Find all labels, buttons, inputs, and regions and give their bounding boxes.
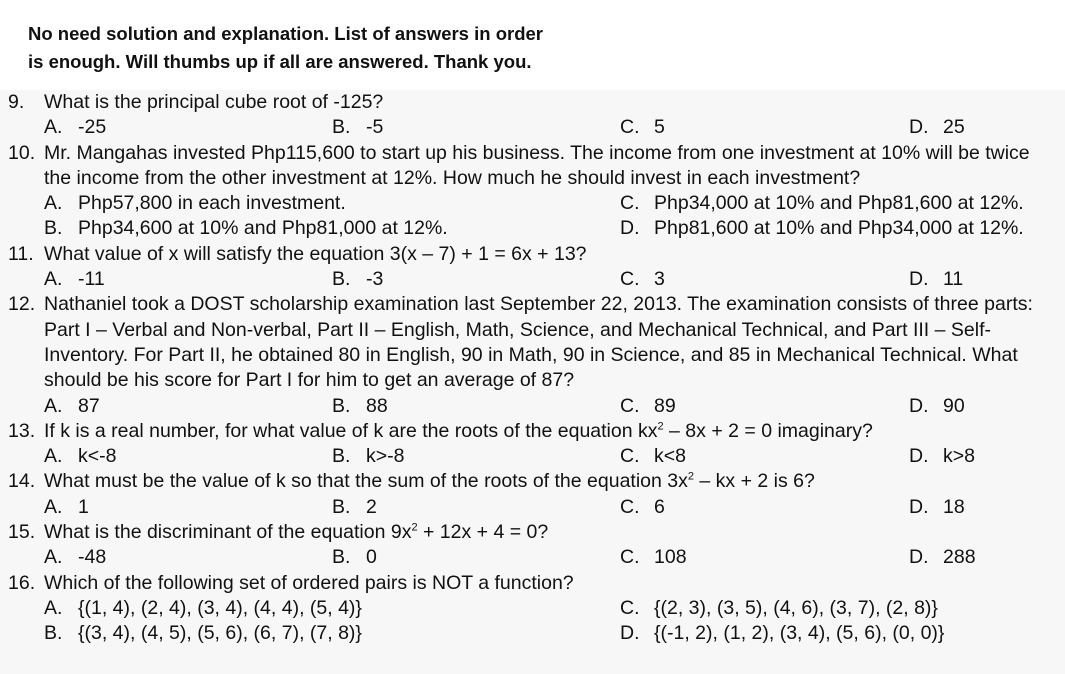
option-text: {(2, 3), (3, 5), (4, 6), (3, 7), (2, 8)} (654, 596, 938, 619)
option-text: 5 (654, 116, 665, 139)
option-letter: A. (44, 394, 63, 417)
option-text: k<8 (654, 445, 686, 468)
question-text: Which of the following set of ordered pairs is NOT a function? (44, 571, 574, 594)
option-c (620, 545, 687, 570)
option-letter: A. (44, 192, 63, 215)
option-text: -11 (78, 268, 105, 291)
option-letter: B. (44, 217, 63, 240)
option-text: 2 (366, 495, 377, 518)
question-text (44, 470, 815, 492)
option-letter: A. (44, 116, 63, 139)
exponent: 2 (411, 521, 418, 534)
question-16-stem (0, 571, 1065, 596)
option-text: -25 (78, 116, 107, 139)
option-letter: B. (332, 445, 351, 468)
question-number: 16. (8, 571, 36, 594)
option-text: {(1, 4), (2, 4), (3, 4), (4, 4), (5, 4)} (78, 596, 362, 619)
option-c (620, 495, 665, 520)
question-13 (0, 419, 1065, 470)
option-letter: D. (909, 116, 929, 139)
option-text: 3 (654, 268, 665, 291)
option-a (44, 267, 105, 292)
question-text: Nathaniel took a DOST scholarship examination last September 22, 2013. The examination consists of three parts: Part I – Verbal and Non-verbal, Part II – English, Math, Science, and Mechanical Technical, and Part III – Self-Inventory. For Part II, he obtained 80 in English, 90 in Math, 90 in Science, and 85 in Mechanical Technical. What should be his score for Part I for him to get an average of 87? (44, 293, 1033, 392)
exponent: 2 (657, 420, 664, 433)
option-letter: C. (620, 495, 640, 518)
question-10-options-row-2 (0, 216, 1065, 241)
question-9 (0, 90, 1065, 141)
option-text: 1 (78, 495, 89, 518)
option-text: 89 (654, 394, 676, 417)
option-letter: D. (909, 445, 929, 468)
option-letter: C. (620, 116, 640, 139)
option-c (620, 394, 676, 419)
option-text: 90 (943, 394, 965, 417)
option-d (909, 267, 963, 292)
option-c (620, 191, 1024, 216)
question-number: 10. (8, 141, 36, 164)
question-9-stem (0, 90, 1065, 115)
question-12-options (0, 394, 1065, 419)
option-b (332, 394, 388, 419)
question-text-post: – kx + 2 is 6? (694, 470, 815, 493)
question-text: Mr. Mangahas invested Php115,600 to start up his business. The income from one investment at 10% will be twice the income from the other investment at 12%. How much he should invest in each investment? (44, 141, 1030, 189)
question-11-stem (0, 242, 1065, 267)
option-a (44, 115, 106, 140)
option-letter: D. (909, 546, 929, 569)
option-text: k>-8 (366, 445, 405, 468)
option-letter: A. (44, 445, 63, 468)
question-text (44, 420, 873, 442)
option-c (620, 444, 686, 469)
option-text: Php34,600 at 10% and Php81,000 at 12%. (78, 217, 448, 240)
option-d (620, 216, 1024, 241)
request-note-line-2: is enough. Will thumbs up if all are answered. Thank you. (28, 51, 532, 72)
question-10-stem (0, 141, 1065, 192)
question-15-options (0, 545, 1065, 570)
option-b (332, 444, 404, 469)
question-10-options-row-1 (0, 191, 1065, 216)
option-text: 108 (654, 546, 687, 569)
option-c (620, 267, 665, 292)
option-a (44, 495, 89, 520)
option-letter: C. (620, 394, 640, 417)
option-text: {(3, 4), (4, 5), (5, 6), (6, 7), (7, 8)} (78, 622, 362, 645)
option-a (44, 191, 346, 216)
option-d (620, 621, 944, 646)
question-11 (0, 242, 1065, 293)
option-letter: B. (44, 622, 63, 645)
option-letter: A. (44, 268, 63, 291)
option-letter: B. (332, 495, 351, 518)
option-letter: B. (332, 546, 351, 569)
exponent: 2 (687, 470, 694, 483)
option-letter: D. (620, 622, 640, 645)
question-9-options (0, 115, 1065, 140)
option-text: 288 (943, 546, 976, 569)
option-text: -3 (366, 268, 384, 291)
question-12 (0, 292, 1065, 418)
option-letter: D. (909, 394, 929, 417)
option-text: 11 (943, 268, 964, 291)
question-text: What value of x will satisfy the equation 3(x – 7) + 1 = 6x + 13? (44, 242, 587, 265)
question-14-options (0, 495, 1065, 520)
option-text: 87 (78, 394, 100, 417)
question-text-pre: If k is a real number, for what value of k are the roots of the equation kx (44, 419, 658, 442)
option-text: k<-8 (78, 445, 117, 468)
option-letter: A. (44, 596, 63, 619)
question-number: 14. (8, 470, 36, 493)
option-letter: A. (44, 546, 63, 569)
question-16-options-row-2 (0, 621, 1065, 646)
option-letter: B. (332, 394, 351, 417)
option-letter: C. (620, 268, 640, 291)
option-text: -5 (366, 116, 384, 139)
option-letter: C. (620, 445, 640, 468)
option-d (909, 495, 965, 520)
option-text: Php57,800 in each investment. (78, 192, 346, 215)
option-text: 0 (366, 546, 377, 569)
question-text-post: – 8x + 2 = 0 imaginary? (663, 419, 873, 442)
option-d (909, 444, 975, 469)
question-13-options (0, 444, 1065, 469)
question-sheet (0, 90, 1065, 674)
request-note-line-1: No need solution and explanation. List of answers in order (28, 23, 543, 44)
option-letter: D. (909, 495, 929, 518)
question-number: 11. (8, 242, 34, 265)
option-d (909, 545, 976, 570)
option-letter: C. (620, 546, 640, 569)
option-text: 6 (654, 495, 665, 518)
question-15-stem (0, 520, 1065, 545)
option-text: 25 (943, 116, 965, 139)
option-letter: D. (620, 217, 640, 240)
question-10 (0, 141, 1065, 242)
option-b (44, 621, 362, 646)
option-text: k>8 (943, 445, 975, 468)
question-text-post: + 12x + 4 = 0? (417, 521, 549, 544)
question-number: 12. (8, 293, 36, 316)
question-text-pre: What must be the value of k so that the sum of the roots of the equation 3x (44, 470, 688, 493)
option-a (44, 596, 362, 621)
option-text: {(-1, 2), (1, 2), (3, 4), (5, 6), (0, 0)} (654, 622, 945, 645)
option-a (44, 545, 106, 570)
option-b (332, 115, 383, 140)
question-number: 15. (8, 521, 36, 544)
question-number: 9. (8, 91, 25, 113)
question-text: What is the principal cube root of -125? (44, 91, 384, 113)
option-d (909, 115, 965, 140)
option-letter: B. (332, 268, 351, 291)
option-c (620, 596, 938, 621)
question-14 (0, 469, 1065, 520)
option-b (332, 495, 377, 520)
option-letter: B. (332, 116, 351, 139)
option-letter: A. (44, 495, 63, 518)
question-12-stem (0, 292, 1065, 393)
question-14-stem (0, 469, 1065, 494)
option-text: -48 (78, 546, 107, 569)
option-letter: C. (620, 192, 640, 215)
question-15 (0, 520, 1065, 571)
option-letter: C. (620, 596, 640, 619)
question-16 (0, 571, 1065, 647)
option-a (44, 394, 100, 419)
option-letter: D. (909, 268, 929, 291)
option-a (44, 444, 116, 469)
option-b (44, 216, 448, 241)
question-16-options-row-1 (0, 596, 1065, 621)
option-d (909, 394, 965, 419)
option-text: Php34,000 at 10% and Php81,600 at 12%. (654, 192, 1024, 215)
option-c (620, 115, 665, 140)
option-text: 18 (943, 495, 965, 518)
request-note (28, 20, 668, 76)
question-13-stem (0, 419, 1065, 444)
question-number: 13. (8, 419, 36, 442)
option-text: Php81,600 at 10% and Php34,000 at 12%. (654, 217, 1024, 240)
question-text (44, 521, 548, 543)
option-b (332, 545, 377, 570)
option-text: 88 (366, 394, 388, 417)
question-text-pre: What is the discriminant of the equation 9x (44, 521, 412, 544)
question-11-options (0, 267, 1065, 292)
option-b (332, 267, 383, 292)
